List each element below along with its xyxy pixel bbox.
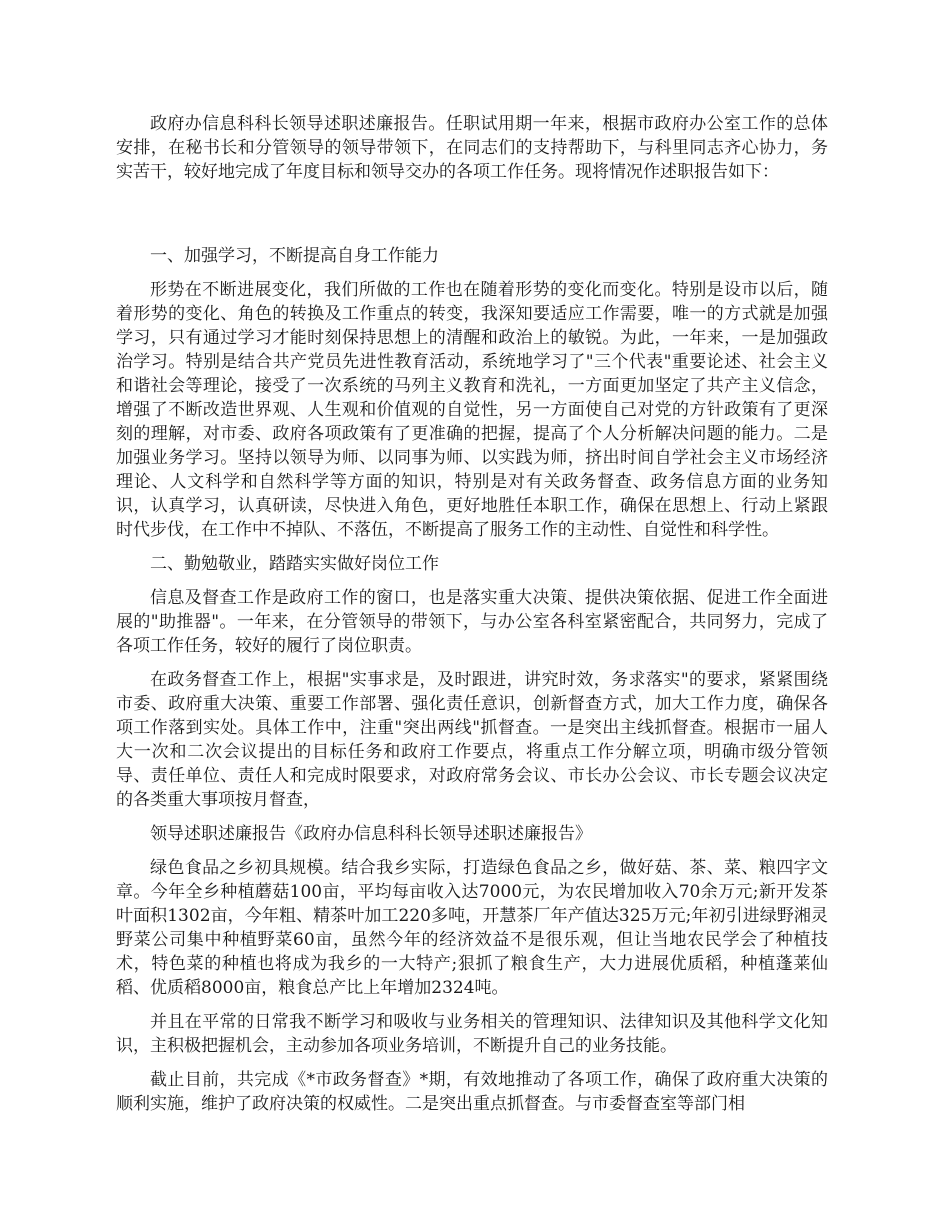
- spacer: [116, 542, 828, 552]
- spacer: [116, 268, 828, 278]
- spacer: [116, 576, 828, 586]
- spacer: [116, 846, 828, 856]
- section-heading-1: 一、加强学习，不断提高自身工作能力: [150, 246, 439, 266]
- document-body: [116, 112, 828, 1116]
- spacer: [116, 184, 828, 244]
- paragraph-6: 截止目前，共完成《*市政务督查》*期，有效地推动了各项工作，确保了政府重大决策的顺利实施，维护了政府决策的权威性。二是突出重点抓督查。与市委督查室等部门相: [116, 1070, 828, 1114]
- section-heading-2: 二、勤勉敬业，踏踏实实做好岗位工作: [150, 554, 439, 574]
- paragraph-5: 并且在平常的日常我不断学习和吸收与业务相关的管理知识、法律知识及其他科学文化知识，主积极把握机会，主动参加各项业务培训，不断提升自己的业务技能。: [116, 1012, 828, 1056]
- intro-paragraph: 政府办信息科科长领导述职述廉报告。任职试用期一年来，根据市政府办公室工作的总体安排，在秘书长和分管领导的领导带领下，在同志们的支持帮助下，与科里同志齐心协力，务实苦干，较好地完成了年度目标和领导交办的各项工作任务。现将情况作述职报告如下：: [116, 114, 828, 182]
- spacer: [116, 658, 828, 668]
- report-title-line: 领导述职述廉报告《政府办信息科科长领导述职述廉报告》: [150, 824, 592, 844]
- paragraph-2: 信息及督查工作是政府工作的窗口，也是落实重大决策、提供决策依据、促进工作全面进展的"助推器"。一年来，在分管领导的带领下，与办公室各科室紧密配合，共同努力，完成了各项工作任务，较好的履行了岗位职责。: [116, 588, 828, 656]
- spacer: [116, 1000, 828, 1010]
- spacer: [116, 1058, 828, 1068]
- paragraph-1: 形势在不断进展变化，我们所做的工作也在随着形势的变化而变化。特别是设市以后，随着形势的变化、角色的转换及工作重点的转变，我深知要适应工作需要，唯一的方式就是加强学习，只有通过学习才能时刻保持思想上的清醒和政治上的敏锐。为此，一年来，一是加强政治学习。特别是结合共产党员先进性教育活动，系统地学习了"三个代表"重要论述、社会主义和谐社会等理论，接受了一次系统的马列主义教育和洗礼，一方面更加坚定了共产主义信念，增强了不断改造世界观、人生观和价值观的自觉性，另一方面使自己对党的方针政策有了更深刻的理解，对市委、政府各项政策有了更准确的把握，提高了个人分析解决问题的能力。二是加强业务学习。坚持以领导为师、以同事为师、以实践为师，挤出时间自学社会主义市场经济理论、人文科学和自然科学等方面的知识，特别是对有关政务督查、政务信息方面的业务知识，认真学习，认真研读，尽快进入角色，更好地胜任本职工作，确保在思想上、行动上紧跟时代步伐，在工作中不掉队、不落伍，不断提高了服务工作的主动性、自觉性和科学性。: [116, 280, 828, 540]
- paragraph-3: 在政务督查工作上，根据"实事求是，及时跟进，讲究时效，务求落实"的要求，紧紧围绕市委、政府重大决策、重要工作部署、强化责任意识，创新督查方式，加大工作力度，确保各项工作落到实处。具体工作中，注重"突出两线"抓督查。一是突出主线抓督查。根据市一届人大一次和二次会议提出的目标任务和政府工作要点，将重点工作分解立项，明确市级分管领导、责任单位、责任人和完成时限要求，对政府常务会议、市长办公会议、市长专题会议决定的各类重大事项按月督查，: [116, 670, 828, 810]
- paragraph-4: 绿色食品之乡初具规模。结合我乡实际，打造绿色食品之乡，做好菇、茶、菜、粮四字文章。今年全乡种植蘑菇100亩，平均每亩收入达7000元，为农民增加收入70余万元;新开发茶叶面积1302亩，今年粗、精茶叶加工220多吨，开慧茶厂年产值达325万元;年初引进绿野湘灵野菜公司集中种植野菜60亩，虽然今年的经济效益不是很乐观，但让当地农民学会了种植技术，特色菜的种植也将成为我乡的一大特产;狠抓了粮食生产，大力进展优质稻，种植蓬莱仙稻、优质稻8000亩，粮食总产比上年增加2324吨。: [116, 858, 828, 998]
- spacer: [116, 812, 828, 822]
